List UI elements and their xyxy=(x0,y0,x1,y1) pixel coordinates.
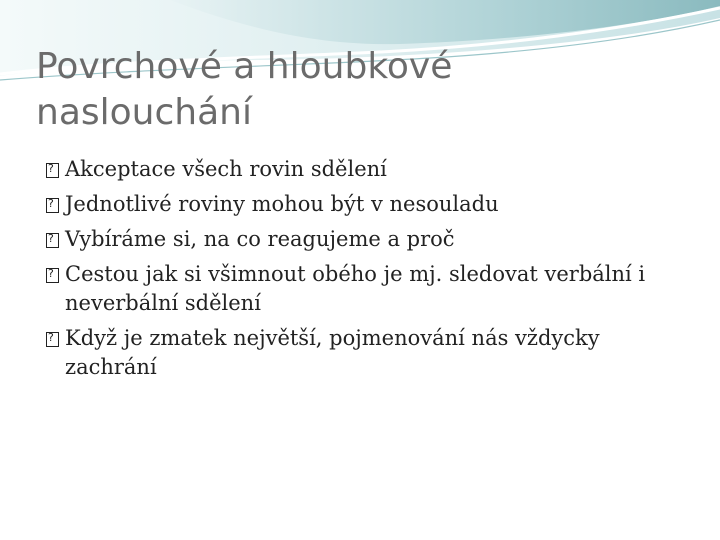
bullet-item xyxy=(46,260,686,318)
bullet-item xyxy=(46,190,686,219)
bullet-glyph-icon xyxy=(46,332,59,347)
bullet-item xyxy=(46,324,686,382)
slide-title: Povrchové a hloubkové naslouchání xyxy=(36,46,453,133)
bullet-text: Když je zmatek největší, pojmenování nás vždycky zachrání xyxy=(65,326,600,379)
bullet-text: Cestou jak si všimnout obého je mj. sledovat verbální i neverbální sdělení xyxy=(65,262,646,315)
bullet-glyph-icon xyxy=(46,268,59,283)
bullet-glyph-icon xyxy=(46,233,59,248)
bullet-text: Akceptace všech rovin sdělení xyxy=(65,157,387,181)
bullet-text: Jednotlivé roviny mohou být v nesouladu xyxy=(65,192,499,216)
bullet-glyph-icon xyxy=(46,198,59,213)
bullet-list xyxy=(46,155,686,388)
bullet-item xyxy=(46,155,686,184)
bullet-glyph-icon xyxy=(46,163,59,178)
bullet-item xyxy=(46,225,686,254)
bullet-text: Vybíráme si, na co reagujeme a proč xyxy=(65,227,455,251)
